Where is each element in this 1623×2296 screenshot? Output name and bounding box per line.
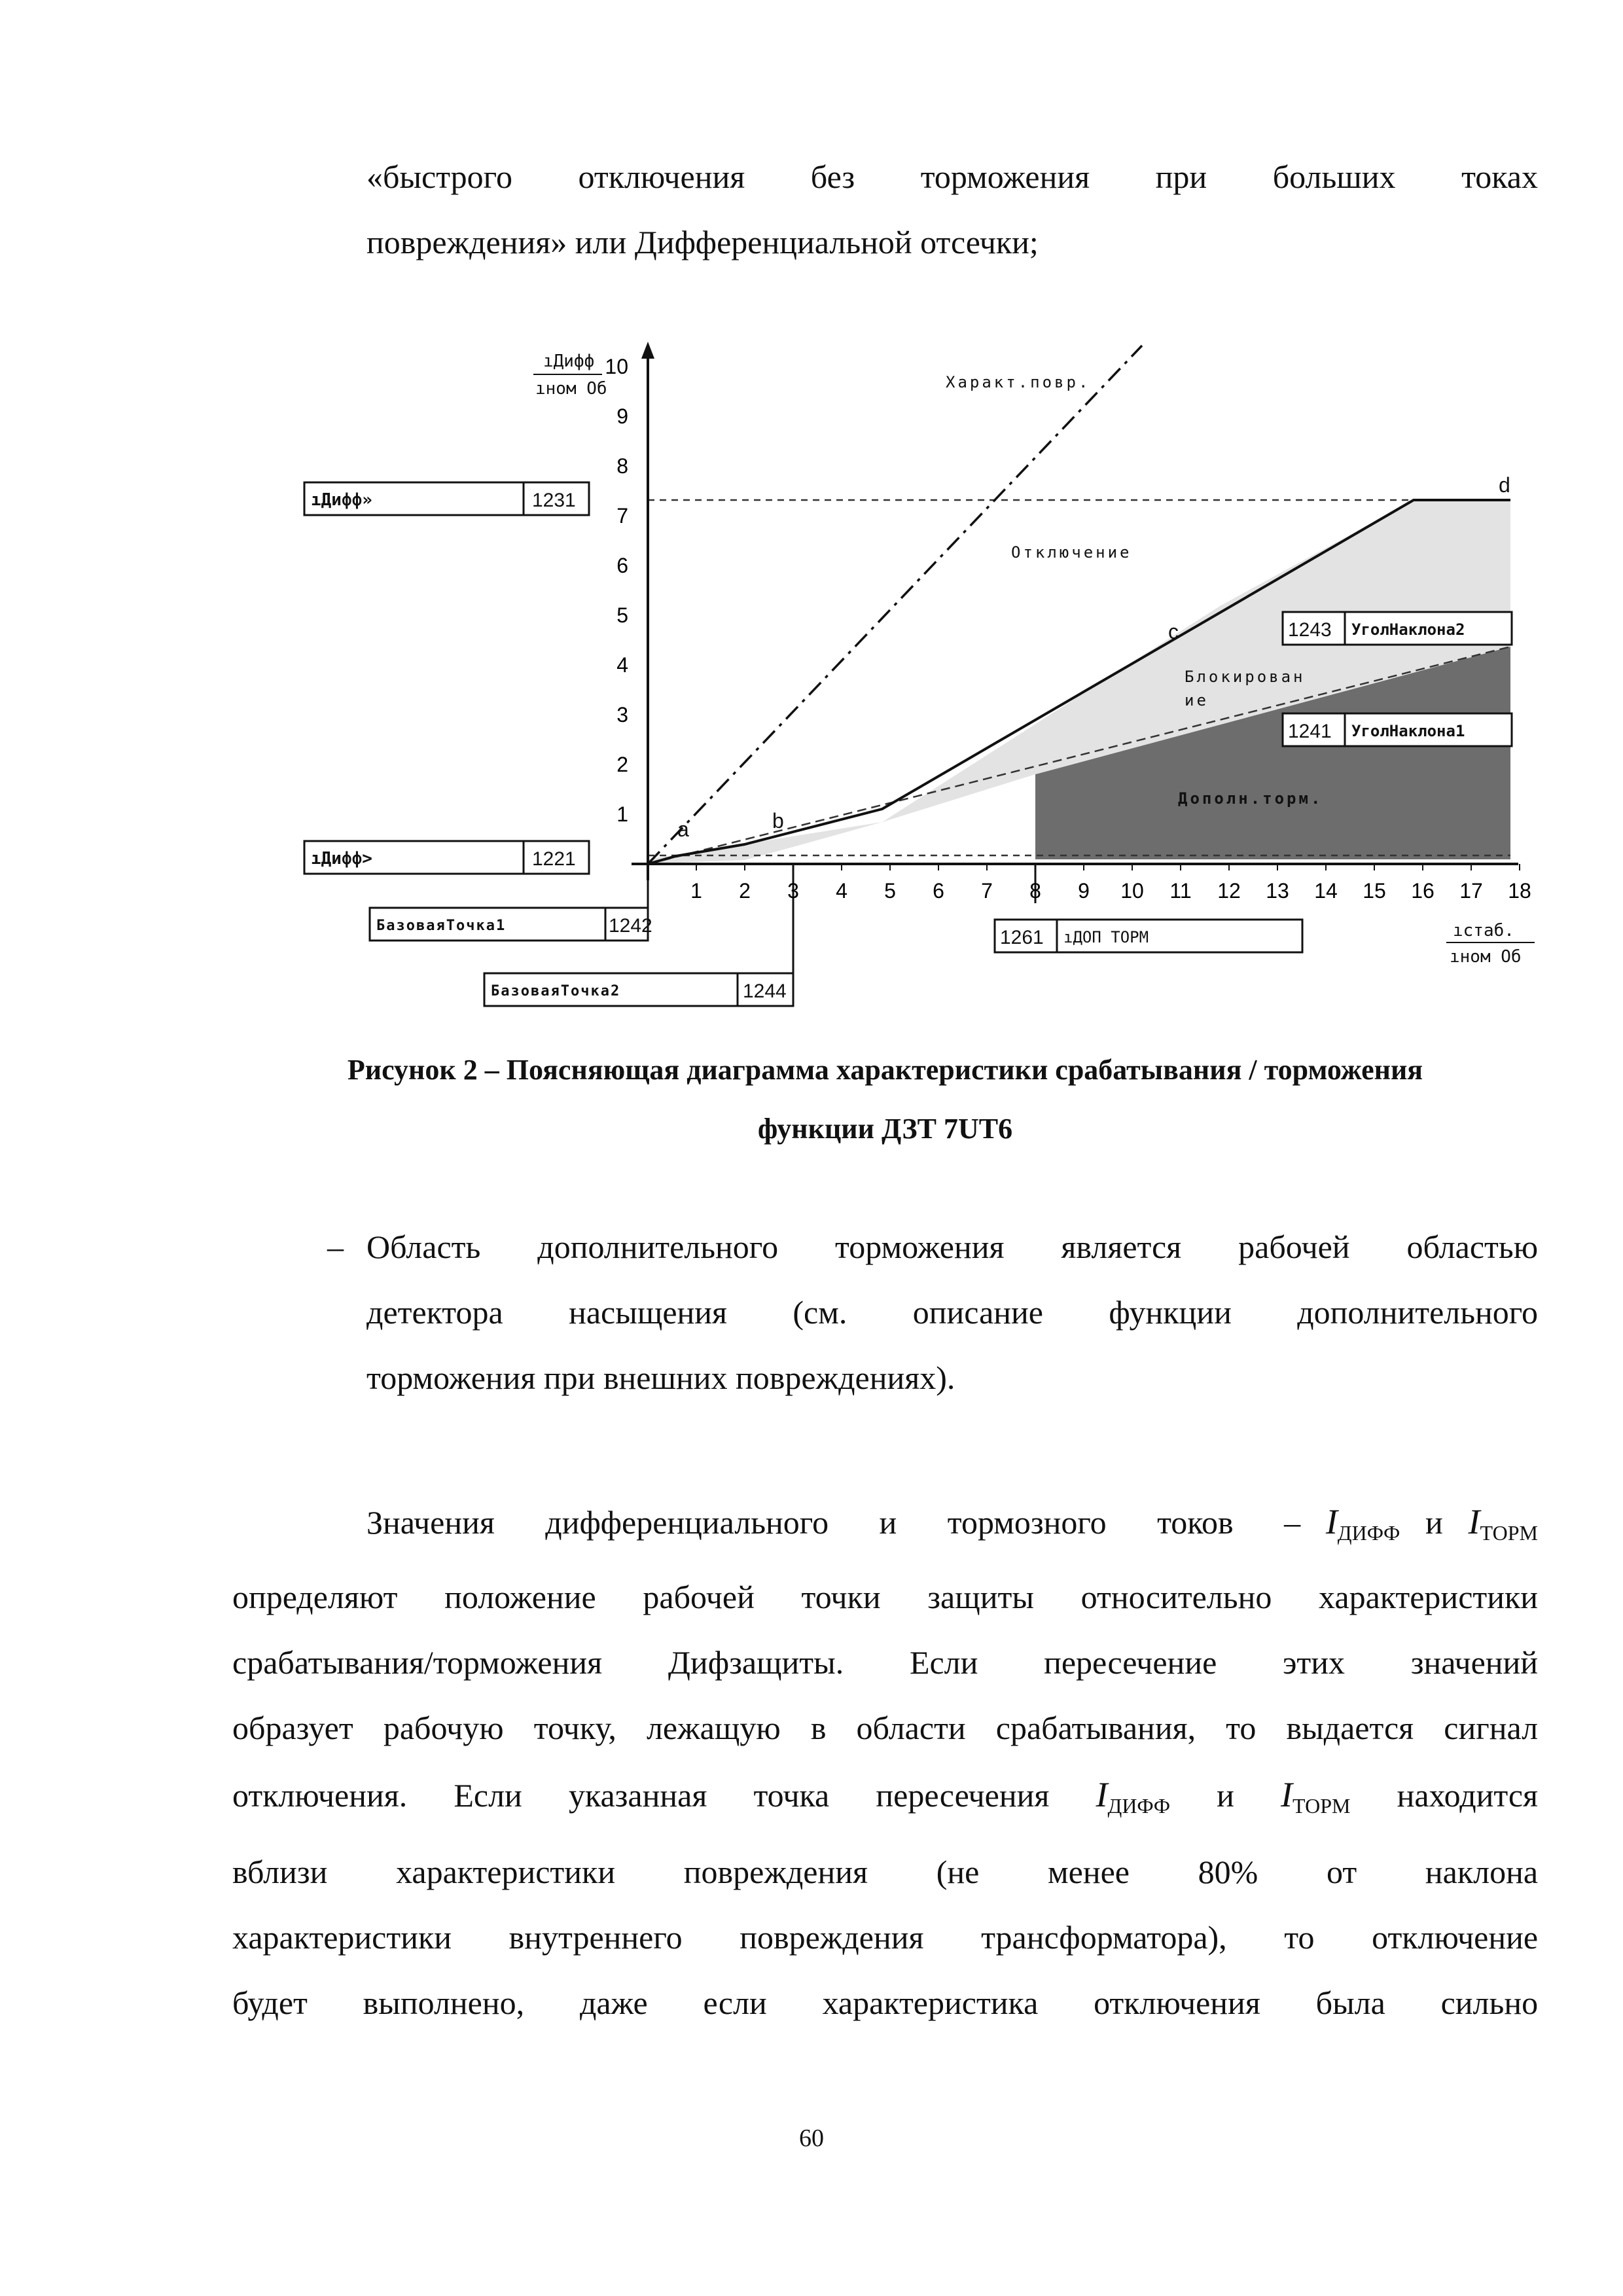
word: дополнительного <box>1297 1294 1539 1331</box>
point-c-label: c <box>1168 620 1179 643</box>
param-idiff-name: ıДифф> <box>311 849 372 869</box>
page-number: 60 <box>799 2125 824 2152</box>
x-tick-label: 1 <box>690 879 702 903</box>
param-box-slope2 <box>1283 612 1512 645</box>
param-box-extra <box>995 920 1302 952</box>
param-slope1-code: 1241 <box>1288 721 1332 742</box>
word: дополнительного <box>537 1229 779 1265</box>
point-b-label: b <box>772 809 784 833</box>
word: токах <box>1461 158 1538 195</box>
x-tick-label: 10 <box>1120 879 1144 903</box>
para-and-2: и <box>1217 1777 1234 1814</box>
word: если <box>703 1984 767 2021</box>
word: отключения <box>1094 1984 1260 2021</box>
word: определяют <box>232 1579 398 1615</box>
x-tick-label: 15 <box>1363 879 1386 903</box>
x-tick-label: 8 <box>1029 879 1041 903</box>
text-line-1 <box>366 157 1538 196</box>
word: Дифзащиты. <box>668 1644 844 1681</box>
word: является <box>1061 1229 1182 1265</box>
word: пересечения <box>876 1777 1050 1814</box>
y-tick-marks <box>605 355 628 826</box>
word: выполнено, <box>363 1984 525 2021</box>
fault-line-label: Характ.повр. <box>946 373 1091 391</box>
param-base1-code: 1242 <box>609 915 652 937</box>
i-diff-symbol-2: $I_{ДИФФ}$ <box>1096 1775 1170 1818</box>
figure-caption-line-2: функции ДЗТ 7UT6 <box>757 1113 1013 1145</box>
extra-region-label: Дополн.торм. <box>1178 789 1323 808</box>
word: характеристики <box>1319 1579 1539 1615</box>
y-tick-label: 3 <box>616 703 628 726</box>
word: «быстрого <box>366 158 512 195</box>
x-tick-label: 16 <box>1411 879 1435 903</box>
word: защиты <box>927 1579 1034 1615</box>
para-line-1 <box>366 1502 1538 1552</box>
x-tick-label: 4 <box>836 879 847 903</box>
word: Если <box>909 1644 978 1681</box>
word: рабочую <box>383 1710 504 1746</box>
word: образует <box>232 1710 353 1746</box>
x-tick-label: 5 <box>884 879 896 903</box>
i-torm-symbol: $I_{ТОРМ}$ <box>1468 1502 1538 1545</box>
word: срабатывания, <box>995 1710 1196 1746</box>
param-extra-name: ıДОП ТОРМ <box>1063 928 1149 946</box>
para-line-8 <box>232 1983 1538 2022</box>
x-tick-label: 11 <box>1169 879 1192 903</box>
bullet-line-2 <box>366 1293 1538 1332</box>
word: рабочей <box>643 1579 755 1615</box>
para-line-5 <box>232 1775 1538 1825</box>
y-tick-label: 1 <box>616 802 628 826</box>
para-line-4 <box>232 1708 1538 1748</box>
word: трансформатора), <box>981 1919 1227 1956</box>
i-diff-symbol: $I_{ДИФФ}$ <box>1325 1502 1400 1545</box>
word: Если <box>454 1777 522 1814</box>
word: характеристика <box>822 1984 1039 2021</box>
para-and-1: и <box>1425 1504 1443 1541</box>
word: описание <box>912 1294 1043 1331</box>
word: торможения <box>835 1229 1005 1265</box>
word: повреждения <box>683 1854 868 1890</box>
word: Область <box>366 1229 481 1265</box>
x-tick-label: 6 <box>933 879 944 903</box>
param-idiff-code: 1221 <box>532 848 576 870</box>
word: лежащую <box>646 1710 781 1746</box>
blocking-region-label-1: Блокирован <box>1185 668 1306 686</box>
param-idiff-high-code: 1231 <box>532 490 576 511</box>
x-tick-label: 14 <box>1314 879 1338 903</box>
text-line-2: повреждения» или Дифференциальной отсечки; <box>366 224 1039 260</box>
characteristic-diagram <box>275 327 1551 1014</box>
param-extra-code: 1261 <box>1000 927 1044 948</box>
word: функции <box>1109 1294 1232 1331</box>
word: от <box>1327 1854 1357 1890</box>
para-line-3 <box>232 1643 1538 1682</box>
x-tick-label: 12 <box>1217 879 1241 903</box>
word: торможения <box>920 158 1090 195</box>
y-tick-label: 2 <box>616 753 628 776</box>
word: вблизи <box>232 1854 328 1890</box>
para-line-5-end: находится <box>1397 1777 1539 1814</box>
word: даже <box>579 1984 648 2021</box>
word: области <box>856 1710 966 1746</box>
word: срабатывания/торможения <box>232 1644 603 1681</box>
para-line-2 <box>232 1577 1538 1617</box>
word: рабочей <box>1238 1229 1350 1265</box>
word: больших <box>1272 158 1396 195</box>
word: значений <box>1410 1644 1539 1681</box>
y-axis-label-bottom: ıном Об <box>535 379 607 399</box>
x-axis-label-top: ıстаб. <box>1453 921 1514 941</box>
para-line-6 <box>232 1852 1538 1892</box>
word: менее <box>1048 1854 1130 1890</box>
word: отключения <box>578 158 745 195</box>
x-tick-label: 7 <box>981 879 993 903</box>
param-box-idiff <box>304 841 589 874</box>
word: характеристики <box>396 1854 616 1890</box>
param-slope2-name: УголНаклона2 <box>1351 620 1465 639</box>
word: (см. <box>793 1294 847 1331</box>
x-tick-label: 3 <box>787 879 799 903</box>
y-tick-label: 4 <box>616 653 628 677</box>
word: пересечение <box>1044 1644 1217 1681</box>
x-tick-label: 2 <box>739 879 751 903</box>
i-torm-symbol-2: $I_{ТОРМ}$ <box>1281 1775 1351 1818</box>
param-slope1-name: УголНаклона1 <box>1351 722 1465 740</box>
word: детектора <box>366 1294 503 1331</box>
para-line-7 <box>232 1918 1538 1957</box>
word: при <box>1155 158 1207 195</box>
blocking-region-label-2: ие <box>1185 691 1209 709</box>
y-axis-arrow <box>641 342 654 359</box>
figure-caption-line-1: Рисунок 2 – Поясняющая диаграмма характеристики срабатывания / торможения <box>347 1054 1423 1086</box>
param-base2-name: БазоваяТочка2 <box>491 983 621 999</box>
word: точка <box>753 1777 830 1814</box>
word: внутреннего <box>508 1919 683 1956</box>
para-line-1-text: Значения дифференциального и тормозного токов – <box>366 1504 1301 1541</box>
word: точки <box>801 1579 881 1615</box>
word: указанная <box>568 1777 707 1814</box>
x-tick-label: 17 <box>1459 879 1483 903</box>
y-tick-label: 7 <box>616 504 628 528</box>
y-axis-label-top: ıДифф <box>543 351 595 371</box>
word: отключение <box>1372 1919 1539 1956</box>
word: (не <box>936 1854 980 1890</box>
x-axis-label-bottom: ıном Об <box>1450 947 1522 967</box>
y-tick-label: 10 <box>605 355 628 378</box>
word: характеристики <box>232 1919 452 1956</box>
point-a-label: a <box>677 817 689 841</box>
y-tick-label: 6 <box>616 554 628 577</box>
word: сигнал <box>1444 1710 1539 1746</box>
param-idiff-high-name: ıДифф» <box>311 490 372 510</box>
word: насыщения <box>569 1294 728 1331</box>
y-tick-label: 9 <box>616 404 628 428</box>
word: повреждения <box>740 1919 924 1956</box>
param-box-idiff-high <box>304 482 589 515</box>
word: выдается <box>1286 1710 1414 1746</box>
word: будет <box>232 1984 308 2021</box>
word: то <box>1284 1919 1315 1956</box>
word: без <box>810 158 855 195</box>
word: была <box>1315 1984 1385 2021</box>
word: областью <box>1406 1229 1539 1265</box>
bullet-line-3: торможения при внешних повреждениях). <box>366 1359 955 1396</box>
word: 80% <box>1198 1854 1258 1890</box>
bullet-line-1 <box>366 1227 1538 1266</box>
word: то <box>1226 1710 1257 1746</box>
trip-region-label: Отключение <box>1011 543 1132 562</box>
param-slope2-code: 1243 <box>1288 619 1332 641</box>
x-tick-marks <box>690 864 1531 903</box>
param-box-base2 <box>484 973 793 1006</box>
word: положение <box>444 1579 596 1615</box>
word: этих <box>1282 1644 1346 1681</box>
word: в <box>810 1710 827 1746</box>
word: относительно <box>1080 1579 1272 1615</box>
word: отключения. <box>232 1777 408 1814</box>
y-tick-label: 8 <box>616 454 628 478</box>
param-base1-name: БазоваяТочка1 <box>376 918 507 934</box>
x-tick-label: 9 <box>1078 879 1090 903</box>
x-tick-label: 13 <box>1266 879 1289 903</box>
param-base2-code: 1244 <box>743 980 787 1002</box>
y-tick-label: 5 <box>616 603 628 627</box>
param-box-base1 <box>370 908 652 941</box>
bullet-dash: – <box>327 1229 344 1265</box>
word: наклона <box>1425 1854 1539 1890</box>
param-box-slope1 <box>1283 713 1512 746</box>
x-tick-label: 18 <box>1508 879 1531 903</box>
word: сильно <box>1440 1984 1539 2021</box>
word: точку, <box>533 1710 616 1746</box>
point-d-label: d <box>1499 473 1510 497</box>
